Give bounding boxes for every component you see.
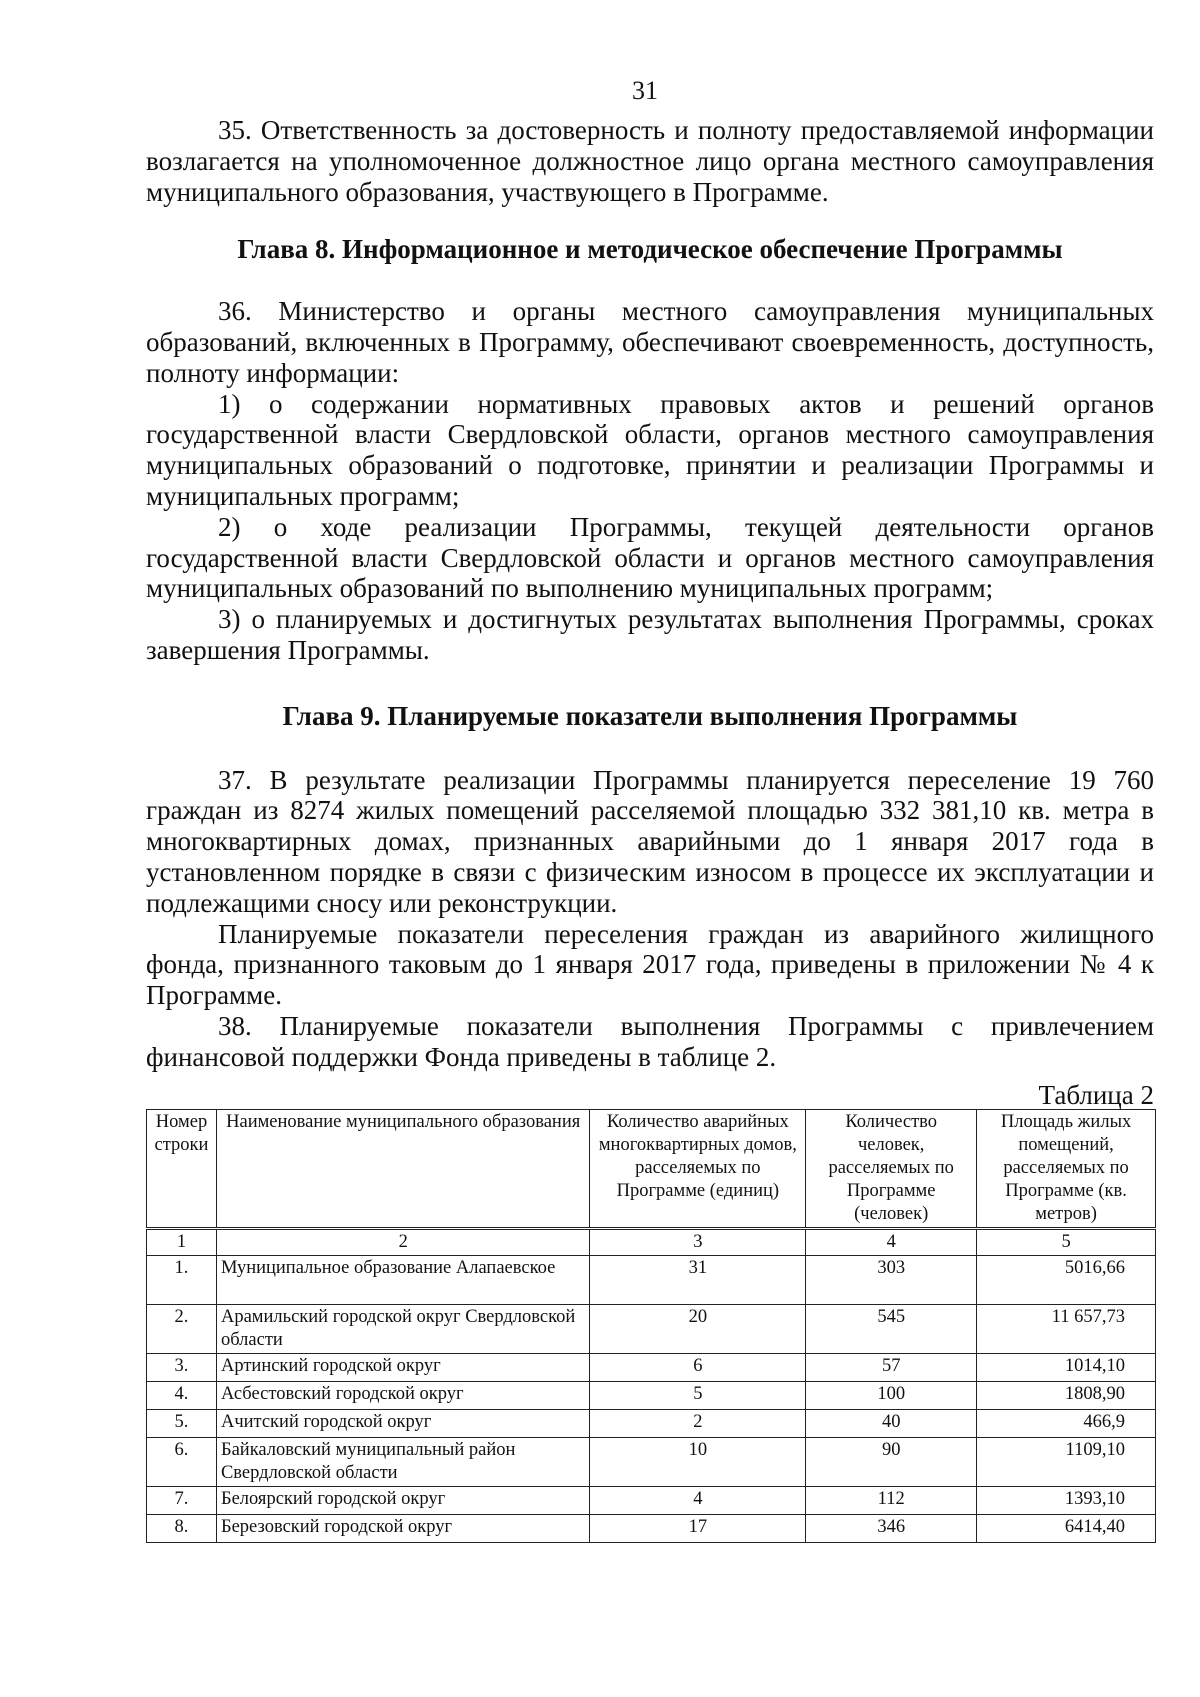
living-area: 6414,40 — [977, 1514, 1156, 1542]
row-number: 8. — [147, 1514, 217, 1542]
table-caption: Таблица 2 — [1038, 1079, 1154, 1110]
table-row — [147, 1486, 1156, 1514]
people-count: 40 — [806, 1409, 977, 1437]
table-row — [147, 1304, 1156, 1353]
table-row — [147, 1437, 1156, 1486]
people-count: 90 — [806, 1437, 977, 1486]
paragraph-36: 36. Министерство и органы местного самоуправления муниципальных образований, включенных в Программу, обеспечивают своевременность, доступность, полноту информации: — [146, 296, 1154, 388]
chapter-8-heading: Глава 8. Информационное и методическое обеспечение Программы — [237, 234, 1063, 265]
people-count: 57 — [806, 1353, 977, 1381]
living-area: 11 657,73 — [977, 1304, 1156, 1353]
header-area: Площадь жилых помещений, расселяемых по Программе (кв. метров) — [977, 1109, 1156, 1228]
houses-count: 20 — [590, 1304, 806, 1353]
column-number: 1 — [147, 1228, 217, 1255]
houses-count: 6 — [590, 1353, 806, 1381]
indicators-table — [146, 1109, 1156, 1543]
living-area: 1109,10 — [977, 1437, 1156, 1486]
table-row — [147, 1255, 1156, 1304]
living-area: 1014,10 — [977, 1353, 1156, 1381]
houses-count: 2 — [590, 1409, 806, 1437]
table-row — [147, 1381, 1156, 1409]
row-number: 6. — [147, 1437, 217, 1486]
people-count: 545 — [806, 1304, 977, 1353]
municipality-name: Березовский городской округ — [216, 1514, 589, 1542]
paragraph-36-item-3: 3) о планируемых и достигнутых результатах выполнения Программы, сроках завершения Программы. — [146, 604, 1154, 665]
living-area: 5016,66 — [977, 1255, 1156, 1304]
paragraph-37: 37. В результате реализации Программы планируется переселение 19 760 граждан из 8274 жилых помещений расселяемой площадью 332 381,10 кв. метра в многоквартирных домах, признанных аварийными до 1 января 2017 года в установленном порядке в связи с физическим износом в процессе их эксплуатации и подлежащими сносу или реконструкции. — [146, 764, 1154, 918]
people-count: 303 — [806, 1255, 977, 1304]
table-row — [147, 1353, 1156, 1381]
chapter-9-heading: Глава 9. Планируемые показатели выполнения Программы — [282, 700, 1018, 731]
paragraph-35: 35. Ответственность за достоверность и полноту предоставляемой информации возлагается на уполномоченное должностное лицо органа местного самоуправления муниципального образования, участвующего в Программе. — [146, 115, 1154, 207]
document-body — [146, 115, 1154, 1543]
houses-count: 31 — [590, 1255, 806, 1304]
column-numbers-row — [147, 1228, 1156, 1255]
paragraph-36-item-1: 1) о содержании нормативных правовых актов и решений органов государственной власти Свердловской области, органов местного самоуправления муниципальных образований о подготовке, принятии и реализации Программы и муниципальных программ; — [146, 388, 1154, 511]
municipality-name: Белоярский городской округ — [216, 1486, 589, 1514]
header-houses: Количество аварийных многоквартирных домов, расселяемых по Программе (единиц) — [590, 1109, 806, 1228]
houses-count: 10 — [590, 1437, 806, 1486]
municipality-name: Ачитский городской округ — [216, 1409, 589, 1437]
paragraph-36-item-2: 2) о ходе реализации Программы, текущей деятельности органов государственной власти Свердловской области и органов местного самоуправления муниципальных образований по выполнению муниципальных программ; — [146, 511, 1154, 604]
municipality-name: Артинский городской округ — [216, 1353, 589, 1381]
living-area: 1808,90 — [977, 1381, 1156, 1409]
table-row — [147, 1514, 1156, 1542]
people-count: 346 — [806, 1514, 977, 1542]
column-number: 2 — [216, 1228, 589, 1255]
living-area: 466,9 — [977, 1409, 1156, 1437]
paragraph-37-appendix: Планируемые показатели переселения граждан из аварийного жилищного фонда, признанного таковым до 1 января 2017 года, приведены в приложении № 4 к Программе. — [146, 918, 1154, 1011]
municipality-name: Арамильский городской округ Свердловской области — [216, 1304, 589, 1353]
page-number: 31 — [632, 76, 658, 105]
row-number: 4. — [147, 1381, 217, 1409]
paragraph-38: 38. Планируемые показатели выполнения Программы с привлечением финансовой поддержки Фонда приведены в таблице 2. — [146, 1010, 1154, 1072]
houses-count: 5 — [590, 1381, 806, 1409]
row-number: 2. — [147, 1304, 217, 1353]
people-count: 112 — [806, 1486, 977, 1514]
municipality-name: Муниципальное образование Алапаевское — [216, 1255, 589, 1304]
header-people: Количество человек, расселяемых по Программе (человек) — [806, 1109, 977, 1228]
row-number: 5. — [147, 1409, 217, 1437]
municipality-name: Асбестовский городской округ — [216, 1381, 589, 1409]
living-area: 1393,10 — [977, 1486, 1156, 1514]
header-municipality: Наименование муниципального образования — [216, 1109, 589, 1228]
people-count: 100 — [806, 1381, 977, 1409]
municipality-name: Байкаловский муниципальный район Свердловской области — [216, 1437, 589, 1486]
column-number: 5 — [977, 1228, 1156, 1255]
column-number: 4 — [806, 1228, 977, 1255]
table-row — [147, 1409, 1156, 1437]
row-number: 3. — [147, 1353, 217, 1381]
row-number: 7. — [147, 1486, 217, 1514]
header-row-number: Номер строки — [147, 1109, 217, 1228]
houses-count: 17 — [590, 1514, 806, 1542]
row-number: 1. — [147, 1255, 217, 1304]
houses-count: 4 — [590, 1486, 806, 1514]
column-number: 3 — [590, 1228, 806, 1255]
